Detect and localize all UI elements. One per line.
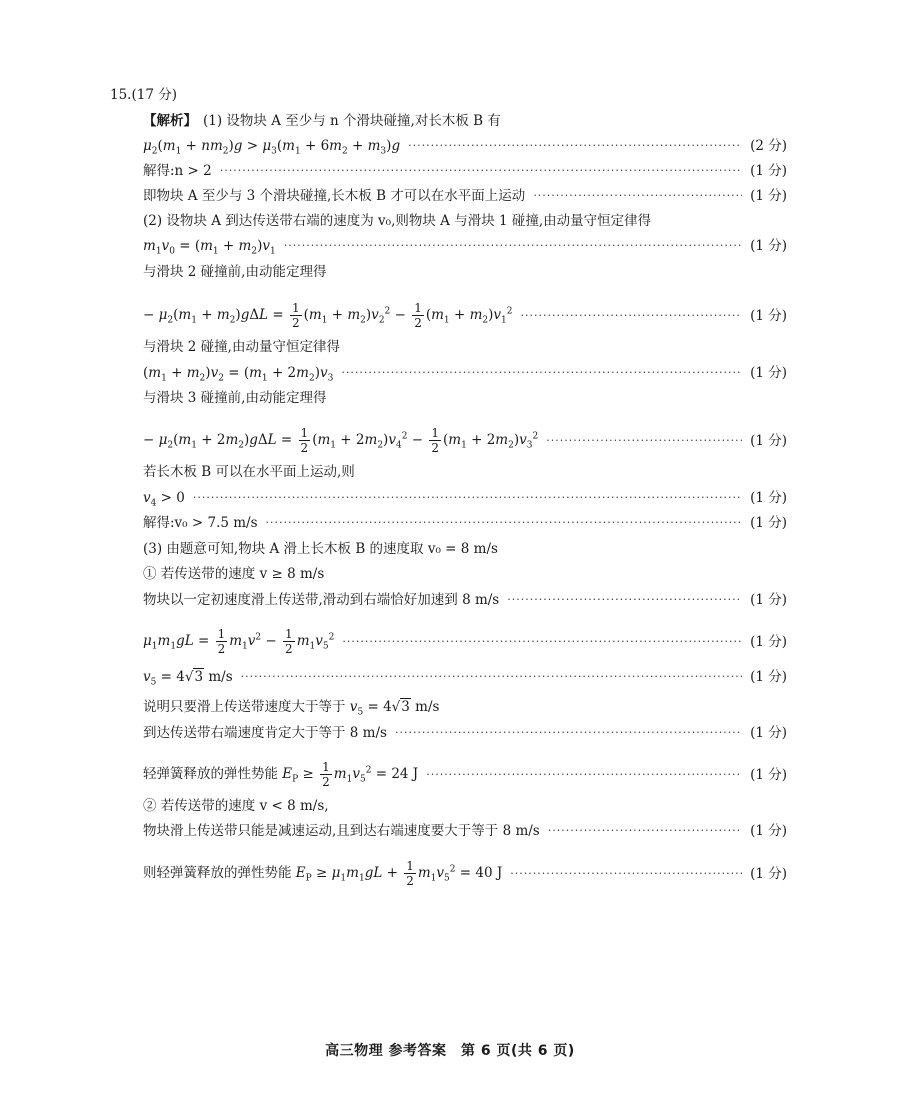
- equation: − $\mu_2(m_1 + m_2)g\Delta L$ = $\frac{1}{2}$ $(m_1 + m_2)v_2^2$ − $\frac{1}{2}$ $(m_1 + m_2)v_1^2$: [143, 301, 513, 330]
- line-text: 与滑块 2 碰撞前,由动能定理得: [143, 264, 327, 280]
- line-4: [143, 187, 787, 205]
- line-text: ① 若传送带的速度 v ≥ 8 m/s: [143, 566, 325, 582]
- line-7: [143, 263, 787, 281]
- line-5: [143, 212, 787, 230]
- equation-4: [143, 364, 787, 382]
- score: (1 分): [750, 490, 787, 506]
- equation-8: [143, 668, 787, 686]
- leader-dots: [546, 432, 742, 450]
- line-20: [143, 698, 787, 716]
- page-footer: 高三物理 参考答案 第 6 页(共 6 页): [325, 1043, 575, 1059]
- equation: $m_1v_0 = (m_1 + m_2)v_1$: [143, 238, 276, 257]
- leader-dots: [408, 137, 742, 155]
- leader-dots: [548, 822, 742, 840]
- line-text: 到达传送带右端速度肯定大于等于 8 m/s: [143, 725, 387, 741]
- score: (1 分): [750, 238, 787, 254]
- score: (1 分): [750, 365, 787, 381]
- line-13: [143, 463, 787, 481]
- equation: − $\mu_2(m_1 + 2m_2)g\Delta L$ = $\frac{1}{2}$ $(m_1 + 2m_2)v_4^2$ − $\frac{1}{2}$ $(m_1 + 2m_2)v_3^2$: [143, 426, 539, 455]
- line-15: [143, 514, 787, 532]
- equation: $\mu_1m_1gL$ = $\frac{1}{2}$ $m_1v^2$ − $\frac{1}{2}$ $m_1v_5^2$: [143, 627, 335, 656]
- leader-dots: [521, 307, 743, 325]
- line-text: 解得:n > 2: [143, 163, 212, 179]
- score: (1 分): [750, 633, 787, 650]
- score: (1 分): [750, 188, 787, 204]
- line-21: [143, 724, 787, 742]
- line-text: 解得:v₀ > 7.5 m/s: [143, 515, 258, 531]
- leader-dots: [342, 633, 742, 651]
- line-text: 与滑块 2 碰撞,由动量守恒定律得: [143, 339, 340, 355]
- score: (1 分): [750, 163, 787, 179]
- leader-dots: [341, 364, 742, 382]
- problem-number: 15.: [110, 87, 132, 103]
- score: (1 分): [750, 592, 787, 608]
- score: (1 分): [750, 307, 787, 324]
- equation-3: [143, 301, 787, 330]
- line-9: [143, 338, 787, 356]
- score: (2 分): [750, 138, 787, 154]
- score: (1 分): [750, 865, 787, 882]
- line-23: [143, 797, 787, 815]
- equation-7: [143, 627, 787, 656]
- equation-2: [143, 237, 787, 255]
- equation-10: [143, 859, 787, 888]
- line-text: 若长木板 B 可以在水平面上运动,则: [143, 464, 355, 480]
- line-3: [143, 162, 787, 180]
- line-text: 物块滑上传送带只能是减速运动,且到达右端速度要大于等于 8 m/s: [143, 823, 540, 839]
- line-text: 与滑块 3 碰撞前,由动能定理得: [143, 390, 327, 406]
- line-text: (2) 设物块 A 到达传送带右端的速度为 v₀,则物块 A 与滑块 1 碰撞,由动量守恒定律得: [143, 213, 652, 229]
- score: (1 分): [750, 725, 787, 741]
- score: (1 分): [750, 515, 787, 531]
- leader-dots: [241, 668, 742, 686]
- analysis-tag: 【解析】: [143, 113, 197, 129]
- equation-1: [143, 137, 787, 155]
- line-24: [143, 822, 787, 840]
- equation: $v_4 > 0$: [143, 490, 185, 509]
- score: (1 分): [750, 432, 787, 449]
- leader-dots: [193, 489, 742, 507]
- equation: $(m_1 + m_2)v_2 = (m_1 + 2m_2)v_3$: [143, 365, 334, 384]
- leader-dots: [266, 514, 743, 532]
- leader-dots: [284, 237, 742, 255]
- equation: $v_5 = 4√3$ m/s: [143, 669, 233, 688]
- line-1: [143, 112, 787, 130]
- score: (1 分): [750, 766, 787, 783]
- leader-dots: [533, 187, 742, 205]
- line-11: [143, 389, 787, 407]
- equation: $\mu_2(m_1 + nm_2)g > \mu_3(m_1 + 6m_2 + m_3)g$: [143, 138, 401, 157]
- leader-dots: [507, 591, 742, 609]
- line-text: (3) 由题意可知,物块 A 滑上长木板 B 的速度取 v₀ = 8 m/s: [143, 541, 498, 557]
- equation: 则轻弹簧释放的弹性势能 $E_P \ge \mu_1m_1gL$ + $\frac{1}{2}$ $m_1v_5^2 = 40$ J: [143, 859, 503, 888]
- line-17: [143, 565, 787, 583]
- line-text: ② 若传送带的速度 v < 8 m/s,: [143, 798, 329, 814]
- line-text: 说明只要滑上传送带速度大于等于 $v_5 = 4√3$ m/s: [143, 699, 440, 718]
- line-text: 即物块 A 至少与 3 个滑块碰撞,长木板 B 才可以在水平面上运动: [143, 188, 526, 204]
- equation: 轻弹簧释放的弹性势能 $E_P$ ≥ $\frac{1}{2}$ $m_1v_5^2 = 24$ J: [143, 760, 419, 789]
- score: (1 分): [750, 669, 787, 685]
- leader-dots: [220, 162, 742, 180]
- problem-header: [110, 86, 754, 104]
- leader-dots: [510, 865, 742, 883]
- line-16: [143, 540, 787, 558]
- equation-6: [143, 489, 787, 507]
- line-text: (1) 设物块 A 至少与 n 个滑块碰撞,对长木板 B 有: [203, 113, 501, 129]
- leader-dots: [395, 724, 742, 742]
- line-text: 物块以一定初速度滑上传送带,滑动到右端恰好加速到 8 m/s: [143, 592, 500, 608]
- score: (1 分): [750, 823, 787, 839]
- equation-5: [143, 426, 787, 455]
- equation-9: [143, 760, 787, 789]
- problem-points: (17 分): [131, 87, 177, 103]
- leader-dots: [426, 766, 742, 784]
- line-18: [143, 591, 787, 609]
